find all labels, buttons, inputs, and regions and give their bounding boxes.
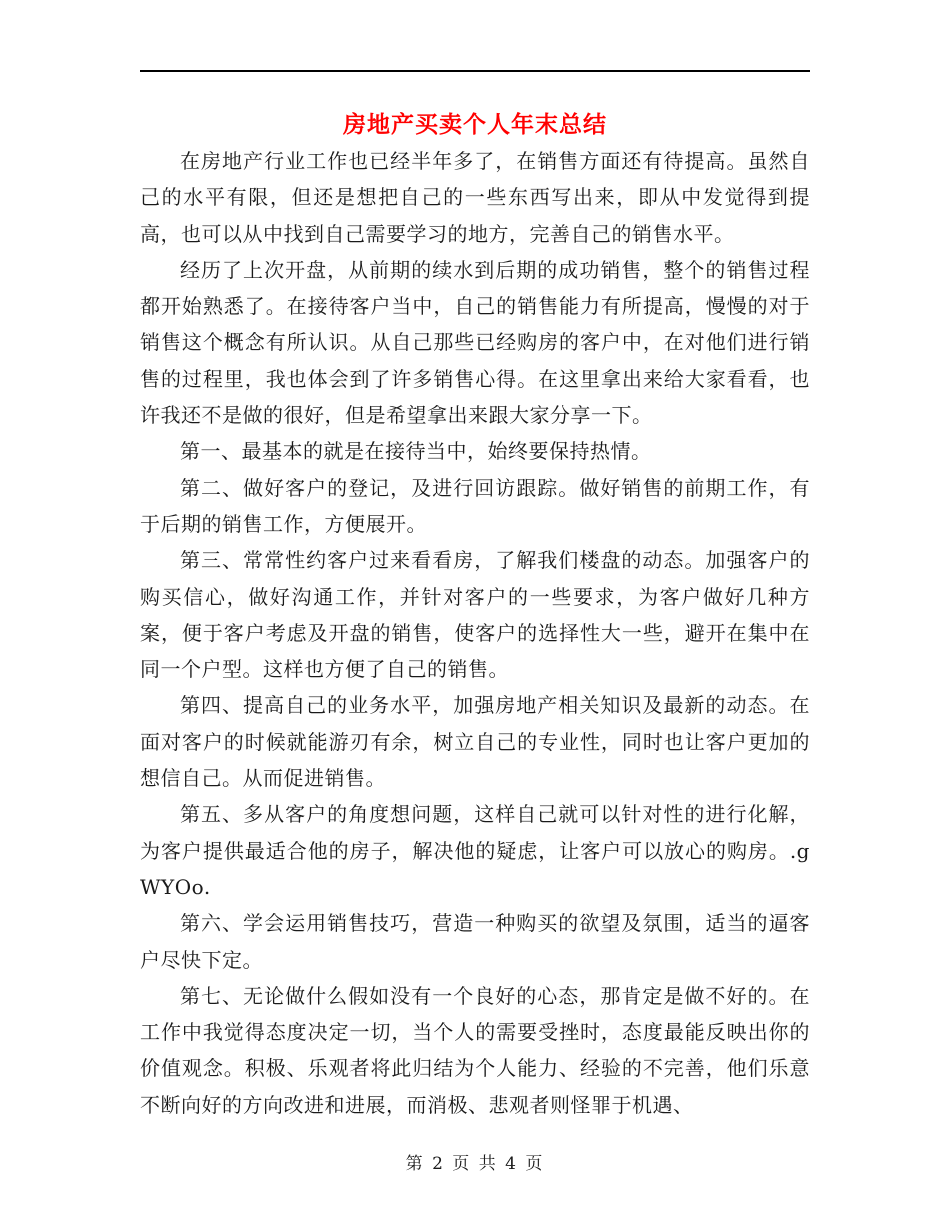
paragraph-experience: 经历了上次开盘，从前期的续水到后期的成功销售，整个的销售过程都开始熟悉了。在接待客户当中，自己的销售能力有所提高，慢慢的对于销售这个概念有所认识。从自己那些已经购房的客户中，在对他们进行销售的过程里，我也体会到了许多销售心得。在这里拿出来给大家看看，也许我还不是做的很好，但是希望拿出来跟大家分享一下。 [140,257,810,428]
header-rule [140,70,810,72]
paragraph-intro: 在房地产行业工作也已经半年多了，在销售方面还有待提高。虽然自己的水平有限，但还是想把自己的一些东西写出来，即从中发觉得到提高，也可以从中找到自己需要学习的地方，完善自己的销售水平。 [140,149,810,246]
paragraph-point-7: 第七、无论做什么假如没有一个良好的心态，那肯定是做不好的。在工作中我觉得态度决定一切，当个人的需要受挫时，态度最能反映出你的价值观念。积极、乐观者将此归结为个人能力、经验的不完善，他们乐意不断向好的方向改进和进展，而消极、悲观者则怪罪于机遇、 [140,983,810,1117]
paragraph-point-3: 第三、常常性约客户过来看看房，了解我们楼盘的动态。加强客户的购买信心，做好沟通工作，并针对客户的一些要求，为客户做好几种方案，便于客户考虑及开盘的销售，使客户的选择性大一些，避开在集中在同一个户型。这样也方便了自己的销售。 [140,548,810,682]
page-number-footer: 第 2 页 共 4 页 [405,1154,545,1174]
paragraph-point-6: 第六、学会运用销售技巧，营造一种购买的欲望及氛围，适当的逼客户尽快下定。 [140,911,810,972]
document-title: 房地产买卖个人年末总结 [343,112,607,138]
document-body [140,143,810,1123]
paragraph-point-1: 第一、最基本的就是在接待当中，始终要保持热情。 [180,439,652,464]
paragraph-point-5: 第五、多从客户的角度想问题，这样自己就可以针对性的进行化解，为客户提供最适合他的房子，解决他的疑虑，让客户可以放心的购房。.gWYOo. [140,802,810,899]
paragraph-point-2: 第二、做好客户的登记，及进行回访跟踪。做好销售的前期工作，有于后期的销售工作，方便展开。 [140,475,810,536]
paragraph-point-4: 第四、提高自己的业务水平，加强房地产相关知识及最新的动态。在面对客户的时候就能游刃有余，树立自己的专业性，同时也让客户更加的想信自己。从而促进销售。 [140,693,810,791]
